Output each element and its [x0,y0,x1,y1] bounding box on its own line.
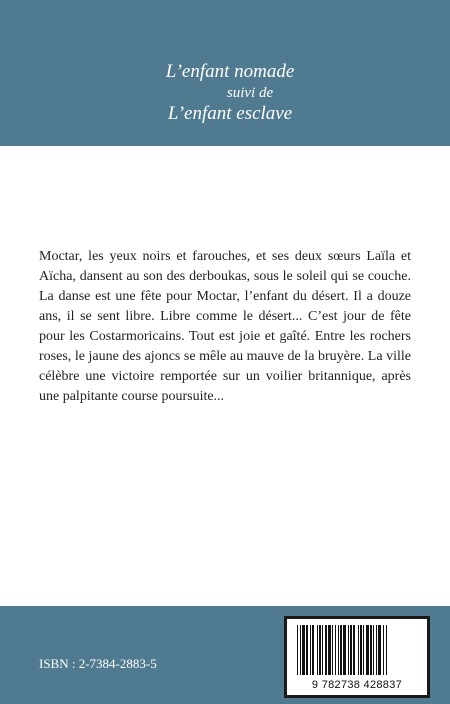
blurb-paragraph-1: Moctar, les yeux noirs et farouches, et ses deux sœurs Laïla et Aïcha, dansent au son des derboukas, sous le soleil qui se couche. La danse est une fête pour Moctar, l’enfant du désert. Il a douze ans, il se sent libre. Libre comme le désert... [39,249,411,324]
back-cover-blurb [39,247,411,407]
title-line-2: suivi de [226,85,274,101]
title-line-3: L’enfant esclave [167,103,293,124]
barcode-bar [358,625,359,675]
barcode-bar [312,625,314,675]
blurb-paragraph-2: C’est jour de fête pour les Costarmoricains. Tout est joie et gaîté. Entre les rochers roses, le jaune des ajoncs se mêle au mauve de la bruyère. La ville célèbre une victoire remportée sur un voilier britannique, après une palpitante course poursuite... [39,309,412,404]
barcode-bar [332,625,333,675]
book-title [150,60,310,126]
barcode-bar [386,625,387,675]
barcode-bar [310,625,311,675]
barcode-bar [297,625,298,675]
barcode-bar [366,625,369,675]
title-line-1: L’enfant nomade [165,61,295,82]
barcode-bar [302,625,305,675]
isbn-text: ISBN : 2-7384-2883-5 [39,656,157,671]
barcode-bar [376,625,377,675]
barcode-bar [348,625,349,675]
barcode-bar [373,625,374,675]
barcode-bar [335,625,336,675]
barcode-bar [370,625,372,675]
barcode-bar [300,625,301,675]
barcode-bar [363,625,364,675]
barcode-bar [353,625,355,675]
barcode-bar [306,625,308,675]
barcode-bar [322,625,323,675]
barcode-bar [378,625,381,675]
barcode-bar [343,625,346,675]
barcode-bar [319,625,321,675]
barcode-bar [383,625,384,675]
barcode [284,616,430,698]
barcode-bar [350,625,352,675]
barcode-bar [325,625,327,675]
barcode-bar [317,625,318,675]
barcode-bar [340,625,342,675]
barcode-bar [360,625,362,675]
barcode-bar [328,625,331,675]
barcode-digits: 9 782738 428837 [311,679,403,691]
barcode-bars [295,625,419,677]
barcode-bar [338,625,339,675]
